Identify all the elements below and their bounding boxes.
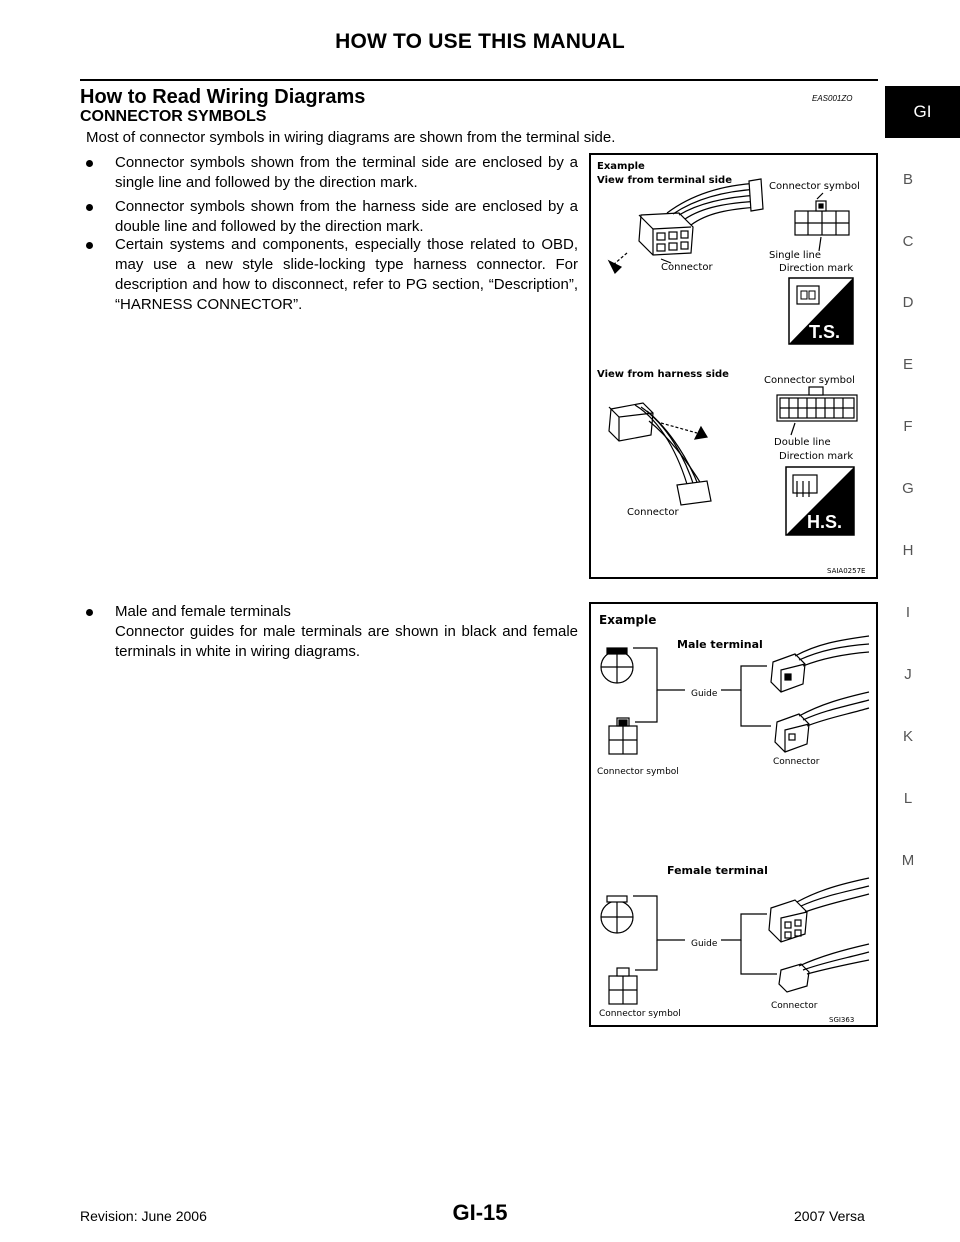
fig2-guide-label-2: Guide (691, 939, 718, 949)
fig1-view-terminal-label: View from terminal side (597, 175, 732, 186)
single-line-connector-symbol (795, 193, 849, 251)
figure-connector-views-svg (591, 155, 876, 577)
female-terminal-diagram (601, 878, 869, 1004)
side-tab-g[interactable]: G (902, 480, 914, 497)
fig2-connector-symbol-label-1: Connector symbol (597, 767, 679, 777)
double-line-connector-symbol (777, 387, 857, 435)
male-terminal-diagram (601, 636, 869, 754)
ts-mark-text: T.S. (809, 322, 841, 342)
fig2-connector-label-2: Connector (771, 1001, 818, 1011)
bullet-dot (86, 609, 93, 616)
bullet-dot (86, 160, 93, 167)
figure-male-female-terminals-svg (591, 604, 876, 1025)
footer-model: 2007 Versa (794, 1208, 865, 1224)
bullet-obd-connector (86, 235, 578, 315)
fig1-connector-label-1: Connector (661, 262, 713, 273)
fig1-connector-label-2: Connector (627, 507, 679, 518)
bullet-male-female (86, 602, 578, 662)
side-tab-active[interactable]: GI (885, 86, 960, 138)
intro-text: Most of connector symbols in wiring diagrams are shown from the terminal side. (86, 129, 616, 146)
fig1-direction-mark-label-2: Direction mark (779, 451, 854, 462)
side-tab-d[interactable]: D (902, 294, 914, 311)
bullet-text: Certain systems and components, especially those related to OBD, may use a new style slide-locking type harness connector. For description and how to disconnect, refer to PG section, “Description”, “HARNESS CONNECTOR”. (115, 236, 578, 313)
fig1-example-label: Example (597, 161, 645, 172)
fig1-direction-mark-label-1: Direction mark (779, 263, 854, 274)
fig2-male-terminal-label: Male terminal (677, 638, 763, 651)
section-title: How to Read Wiring Diagrams (80, 86, 366, 108)
side-tab-h[interactable]: H (902, 542, 914, 559)
side-tab-l[interactable]: L (903, 790, 913, 807)
ts-direction-mark (789, 278, 853, 344)
harness-side-connector-illustration (609, 403, 711, 505)
bullet-dot (86, 204, 93, 211)
side-tab-j[interactable]: J (904, 666, 912, 683)
page-header: HOW TO USE THIS MANUAL (335, 30, 625, 53)
footer-revision: Revision: June 2006 (80, 1208, 207, 1224)
bullet-text: Connector symbols shown from the terminal side are enclosed by a single line and followed by the direction mark. (115, 154, 578, 191)
footer-page-number: GI-15 (452, 1200, 508, 1225)
bullet-harness-side (86, 197, 578, 237)
fig2-example-label: Example (599, 613, 657, 627)
bullet-heading: Male and female terminals (115, 603, 291, 620)
side-tab-f[interactable]: F (903, 418, 913, 435)
side-tab-c[interactable]: C (902, 233, 914, 250)
fig2-female-terminal-label: Female terminal (667, 864, 768, 877)
header-rule (80, 79, 878, 81)
hs-direction-mark (786, 467, 854, 535)
section-code: EAS001ZO (812, 94, 853, 103)
fig2-code: SGI363 (829, 1016, 855, 1024)
bullet-terminal-side (86, 153, 578, 193)
figure-male-female-terminals (589, 602, 878, 1027)
bullet-dot (86, 242, 93, 249)
fig2-connector-symbol-label-2: Connector symbol (599, 1009, 681, 1019)
fig1-double-line-label: Double line (774, 437, 831, 448)
section-subtitle: CONNECTOR SYMBOLS (80, 108, 267, 125)
side-tab-e[interactable]: E (902, 356, 913, 373)
bullet-text: Connector symbols shown from the harness side are enclosed by a double line and followed by the direction mark. (115, 198, 578, 235)
hs-mark-text: H.S. (807, 512, 843, 532)
side-tab-m[interactable]: M (901, 852, 915, 869)
side-tab-b[interactable]: B (902, 171, 913, 188)
terminal-side-connector-illustration (609, 179, 763, 273)
side-tab-i[interactable]: I (905, 604, 911, 621)
fig2-guide-label-1: Guide (691, 689, 718, 699)
figure-connector-views (589, 153, 878, 579)
side-tab-k[interactable]: K (902, 728, 913, 745)
fig2-connector-label-1: Connector (773, 757, 820, 767)
fig1-single-line-label: Single line (769, 250, 821, 261)
fig1-code: SAIA0257E (827, 567, 866, 575)
fig1-view-harness-label: View from harness side (597, 369, 729, 380)
fig1-connector-symbol-label-2: Connector symbol (764, 375, 855, 386)
bullet-text: Connector guides for male terminals are shown in black and female terminals in white in wiring diagrams. (115, 623, 578, 660)
fig1-connector-symbol-label-1: Connector symbol (769, 181, 860, 192)
